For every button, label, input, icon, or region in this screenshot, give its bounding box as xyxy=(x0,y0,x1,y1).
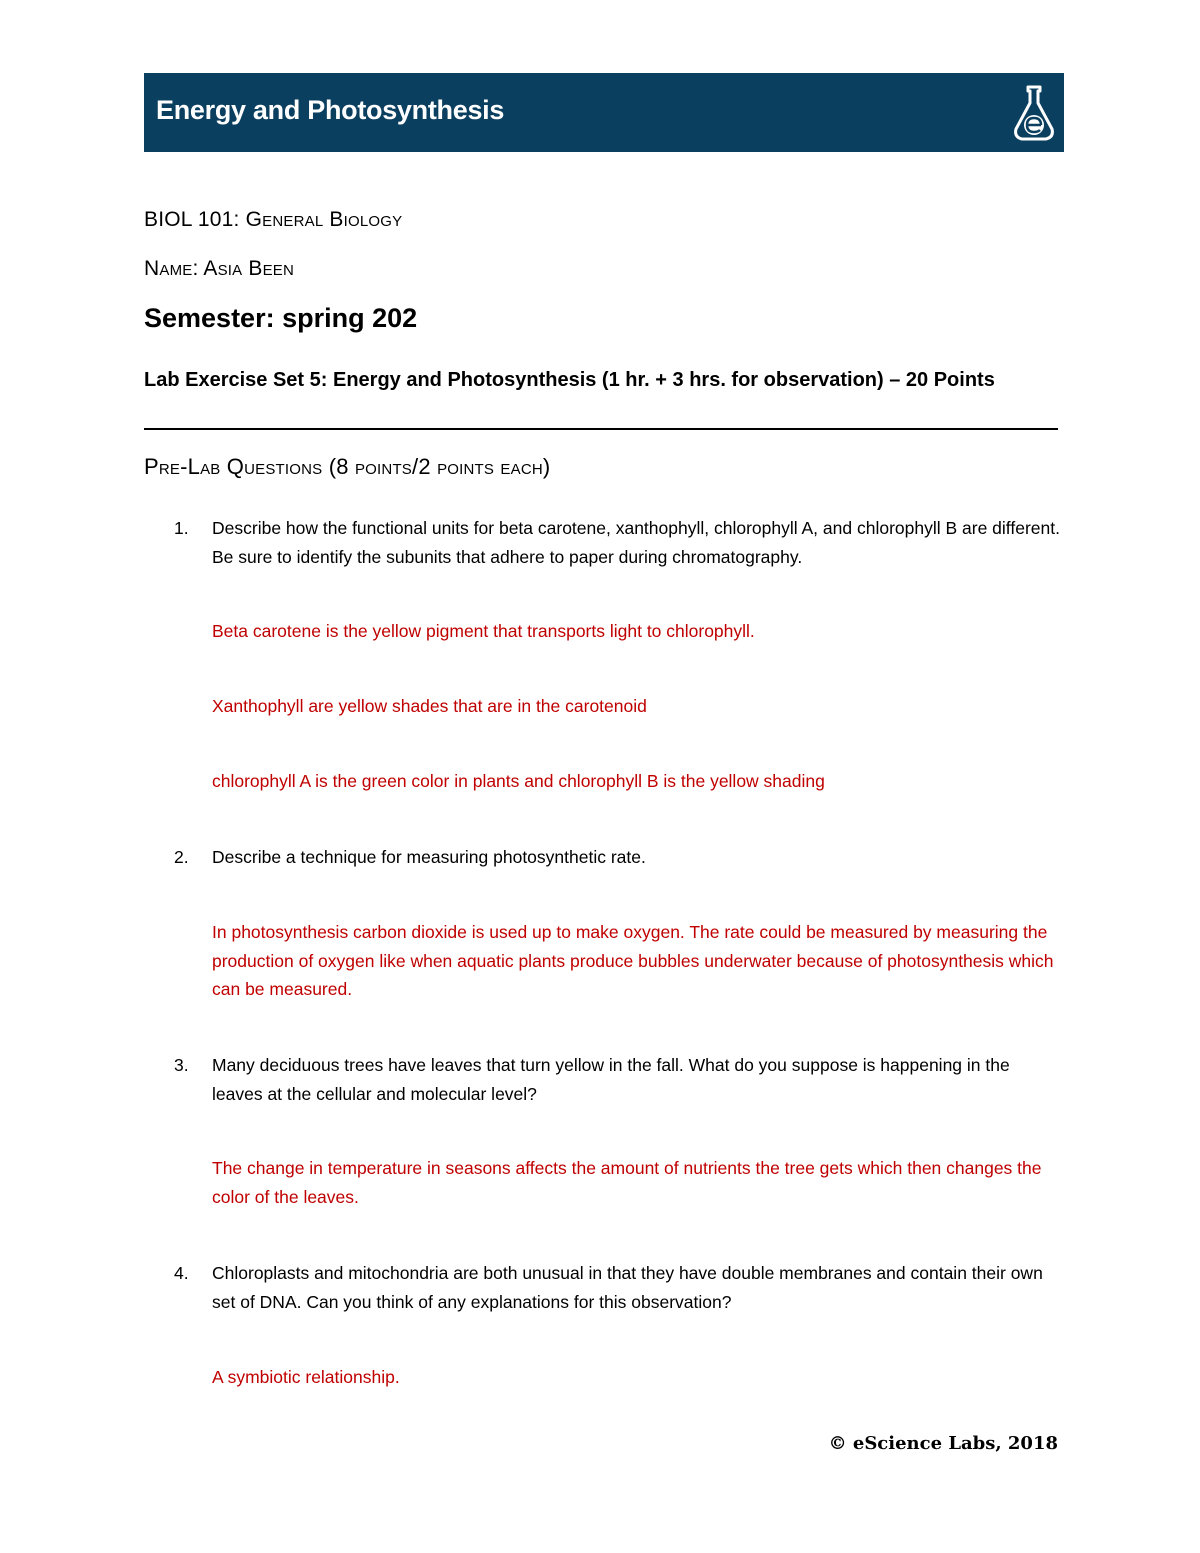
answer-1c: chlorophyll A is the green color in plants and chlorophyll B is the yellow shading xyxy=(212,771,825,791)
course-title: BIOL 101: General Biology xyxy=(144,208,403,231)
question-text: Many deciduous trees have leaves that turn yellow in the fall. What do you suppose is happening in the leaves at the cellular and molecular level? xyxy=(212,1055,1010,1104)
question-number: 4. xyxy=(174,1263,189,1283)
question-number: 3. xyxy=(174,1055,189,1075)
answer-3: The change in temperature in seasons affects the amount of nutrients the tree gets which then changes the color of the leaves. xyxy=(212,1158,1042,1207)
question-text: Describe how the functional units for beta carotene, xanthophyll, chlorophyll A, and chlorophyll B are different. Be sure to identify the subunits that adhere to paper during chromatography. xyxy=(212,518,1060,567)
flask-e-icon xyxy=(1010,81,1058,145)
question-number: 2. xyxy=(174,847,189,867)
semester: Semester: spring 202 xyxy=(144,303,418,333)
copyright-footer: © eScience Labs, 2018 xyxy=(828,1433,1058,1454)
divider xyxy=(144,428,1058,430)
answer-1b: Xanthophyll are yellow shades that are in the carotenoid xyxy=(212,696,647,716)
lab-title: Lab Exercise Set 5: Energy and Photosynthesis (1 hr. + 3 hrs. for observation) – 20 Points xyxy=(144,369,995,391)
answer-4: A symbiotic relationship. xyxy=(212,1367,400,1387)
question-number: 1. xyxy=(174,518,189,538)
question-text: Chloroplasts and mitochondria are both unusual in that they have double membranes and contain their own set of DNA. Can you think of any explanations for this observation? xyxy=(212,1263,1043,1312)
answer-1a: Beta carotene is the yellow pigment that transports light to chlorophyll. xyxy=(212,621,755,641)
answer-2: In photosynthesis carbon dioxide is used up to make oxygen. The rate could be measured by measuring the production of oxygen like when aquatic plants produce bubbles underwater because of photosynthesis which can be measured. xyxy=(212,922,1054,999)
header-banner xyxy=(144,73,1064,152)
section-heading: Pre-Lab Questions (8 points/2 points each) xyxy=(144,454,551,479)
question-text: Describe a technique for measuring photosynthetic rate. xyxy=(212,847,646,867)
student-name: Name: Asia Been xyxy=(144,257,295,280)
banner-title: Energy and Photosynthesis xyxy=(156,95,505,125)
